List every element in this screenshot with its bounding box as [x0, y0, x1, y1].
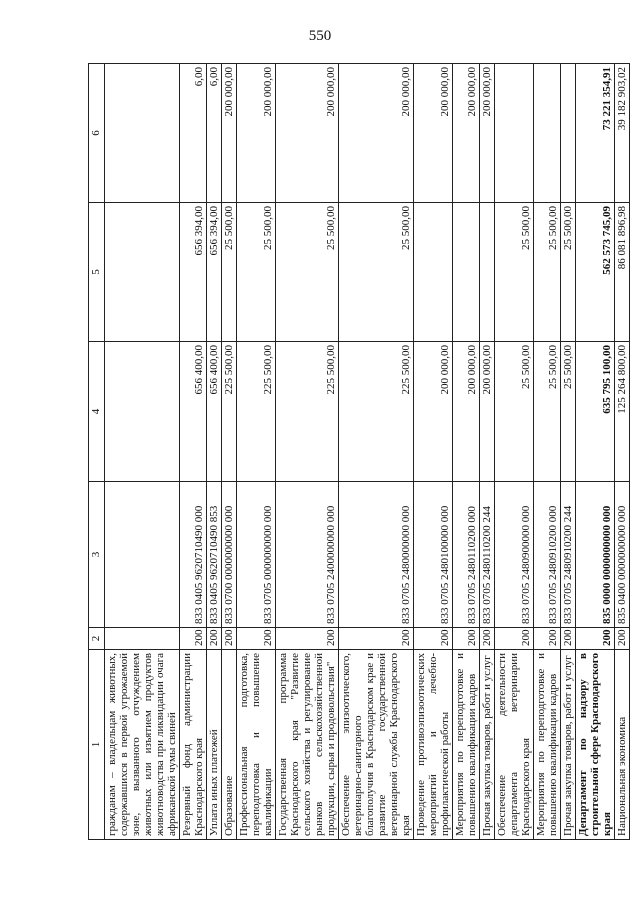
cell-v6: 6,00 — [180, 64, 207, 203]
table-row — [495, 64, 534, 840]
cell-col2: 200 — [207, 628, 222, 650]
header-col-6: 6 — [89, 64, 105, 203]
cell-v4: 225 500,00 — [276, 342, 339, 482]
cell-col2: 200 — [222, 628, 237, 650]
table-row — [576, 64, 615, 840]
cell-code: 833 0705 2480910200 244 — [561, 482, 576, 628]
cell-v4: 225 500,00 — [222, 342, 237, 482]
cell-code: 833 0405 9620710490 853 — [207, 482, 222, 628]
cell-col2: 200 — [339, 628, 414, 650]
cell-col2: 200 — [237, 628, 276, 650]
cell-name: Прочая закупка товаров, работ и услуг — [561, 650, 576, 840]
cell-code: 833 0705 2480100000 000 — [414, 482, 453, 628]
header-col-2: 2 — [89, 628, 105, 650]
cell-name: Национальная экономика — [615, 650, 630, 840]
cell-v5: 25 500,00 — [534, 203, 561, 342]
cell-v4: 25 500,00 — [534, 342, 561, 482]
table-row — [480, 64, 495, 840]
header-col-1: 1 — [89, 650, 105, 840]
cell-name: Проведение противоэпизоотических мероприятий и лечебно-профилактической работы — [414, 650, 453, 840]
cell-v5: 656 394,00 — [180, 203, 207, 342]
cell-v6: 200 000,00 — [222, 64, 237, 203]
cell-v4: 125 264 800,00 — [615, 342, 630, 482]
cell-name: Уплата иных платежей — [207, 650, 222, 840]
cell-col2: 200 — [414, 628, 453, 650]
table-row — [237, 64, 276, 840]
header-col-4: 4 — [89, 342, 105, 482]
cell-v6 — [534, 64, 561, 203]
cell-name: гражданам – владельцам животных, содержавшихся в первой угрожаемой зоне, вызванного отчуждением животных или изъятием продуктов животноводства при ликвидации очага африканской чумы свиней — [105, 650, 180, 840]
cell-code: 833 0705 2480110200 000 — [453, 482, 480, 628]
cell-col2: 200 — [495, 628, 534, 650]
table-row — [207, 64, 222, 840]
cell-v5: 25 500,00 — [561, 203, 576, 342]
cell-name: Прочая закупка товаров, работ и услуг — [480, 650, 495, 840]
cell-v6: 200 000,00 — [339, 64, 414, 203]
cell-v4: 656 400,00 — [180, 342, 207, 482]
cell-v5: 562 573 745,09 — [576, 203, 615, 342]
table-row — [222, 64, 237, 840]
cell-name: Обеспечение эпизоотического, ветеринарно-санитарного благополучия в Краснодарском крае и развитие государственной ветеринарной службы Краснодарского края — [339, 650, 414, 840]
cell-v6: 6,00 — [207, 64, 222, 203]
cell-v5: 25 500,00 — [495, 203, 534, 342]
cell-code: 833 0705 0000000000 000 — [237, 482, 276, 628]
cell-v4: 225 500,00 — [237, 342, 276, 482]
table-row — [534, 64, 561, 840]
table-row — [276, 64, 339, 840]
cell-v6 — [495, 64, 534, 203]
cell-name: Мероприятия по переподготовке и повышению квалификации кадров — [534, 650, 561, 840]
cell-col2: 200 — [276, 628, 339, 650]
cell-v4: 25 500,00 — [495, 342, 534, 482]
rotated-table-area — [88, 64, 628, 840]
cell-v6: 200 000,00 — [276, 64, 339, 203]
cell-col2: 200 — [453, 628, 480, 650]
cell-v5: 25 500,00 — [222, 203, 237, 342]
table-row — [453, 64, 480, 840]
cell-name: Департамент по надзору в строительной сфере Краснодарского края — [576, 650, 615, 840]
table-row — [561, 64, 576, 840]
header-row — [89, 64, 105, 840]
cell-v5 — [480, 203, 495, 342]
cell-col2: 200 — [561, 628, 576, 650]
cell-v5 — [105, 203, 180, 342]
cell-v4: 656 400,00 — [207, 342, 222, 482]
cell-v4: 225 500,00 — [339, 342, 414, 482]
cell-name: Мероприятия по переподготовке и повышению квалификации кадров — [453, 650, 480, 840]
table-row — [615, 64, 630, 840]
cell-code: 833 0705 2480000000 000 — [339, 482, 414, 628]
cell-v5: 25 500,00 — [276, 203, 339, 342]
cell-code: 833 0700 0000000000 000 — [222, 482, 237, 628]
cell-v6 — [561, 64, 576, 203]
cell-code: 833 0705 2480110200 244 — [480, 482, 495, 628]
cell-code: 833 0705 2400000000 000 — [276, 482, 339, 628]
cell-v5 — [453, 203, 480, 342]
cell-name: Обеспечение деятельности департамента ветеринарии Краснодарского края — [495, 650, 534, 840]
cell-col2 — [105, 628, 180, 650]
cell-v4: 200 000,00 — [480, 342, 495, 482]
cell-v6: 200 000,00 — [453, 64, 480, 203]
cell-v6: 39 182 903,02 — [615, 64, 630, 203]
cell-v4 — [105, 342, 180, 482]
cell-col2: 200 — [480, 628, 495, 650]
cell-code: 835 0400 0000000000 000 — [615, 482, 630, 628]
table-body — [105, 64, 630, 840]
cell-v6: 73 221 354,91 — [576, 64, 615, 203]
header-col-3: 3 — [89, 482, 105, 628]
header-col-5: 5 — [89, 203, 105, 342]
cell-name: Государственная программа Краснодарского края "Развитие сельского хозяйства и регулирование рынков сельскохозяйственной продукции, сырья и продовольствия" — [276, 650, 339, 840]
cell-v4: 200 000,00 — [414, 342, 453, 482]
budget-table — [88, 63, 630, 840]
cell-col2: 200 — [576, 628, 615, 650]
cell-v4: 635 795 100,00 — [576, 342, 615, 482]
cell-col2: 200 — [615, 628, 630, 650]
table-row — [414, 64, 453, 840]
cell-v4: 200 000,00 — [453, 342, 480, 482]
cell-name: Образование — [222, 650, 237, 840]
cell-v5: 656 394,00 — [207, 203, 222, 342]
cell-v6: 200 000,00 — [414, 64, 453, 203]
cell-v4: 25 500,00 — [561, 342, 576, 482]
cell-v6: 200 000,00 — [237, 64, 276, 203]
page-number: 550 — [308, 28, 332, 44]
cell-code — [105, 482, 180, 628]
table-row — [339, 64, 414, 840]
cell-v5 — [414, 203, 453, 342]
cell-v5: 86 081 896,98 — [615, 203, 630, 342]
table-row — [180, 64, 207, 840]
cell-col2: 200 — [534, 628, 561, 650]
table-container — [88, 64, 628, 840]
cell-code: 835 0000 0000000000 000 — [576, 482, 615, 628]
cell-name: Профессиональная подготовка, переподготовка и повышение квалификации — [237, 650, 276, 840]
cell-v5: 25 500,00 — [237, 203, 276, 342]
table-row — [105, 64, 180, 840]
cell-v5: 25 500,00 — [339, 203, 414, 342]
cell-col2: 200 — [180, 628, 207, 650]
cell-v6 — [105, 64, 180, 203]
cell-v6: 200 000,00 — [480, 64, 495, 203]
cell-code: 833 0405 9620710490 000 — [180, 482, 207, 628]
cell-code: 833 0705 2480910200 000 — [534, 482, 561, 628]
cell-name: Резервный фонд администрации Краснодарского края — [180, 650, 207, 840]
cell-code: 833 0705 2480900000 000 — [495, 482, 534, 628]
